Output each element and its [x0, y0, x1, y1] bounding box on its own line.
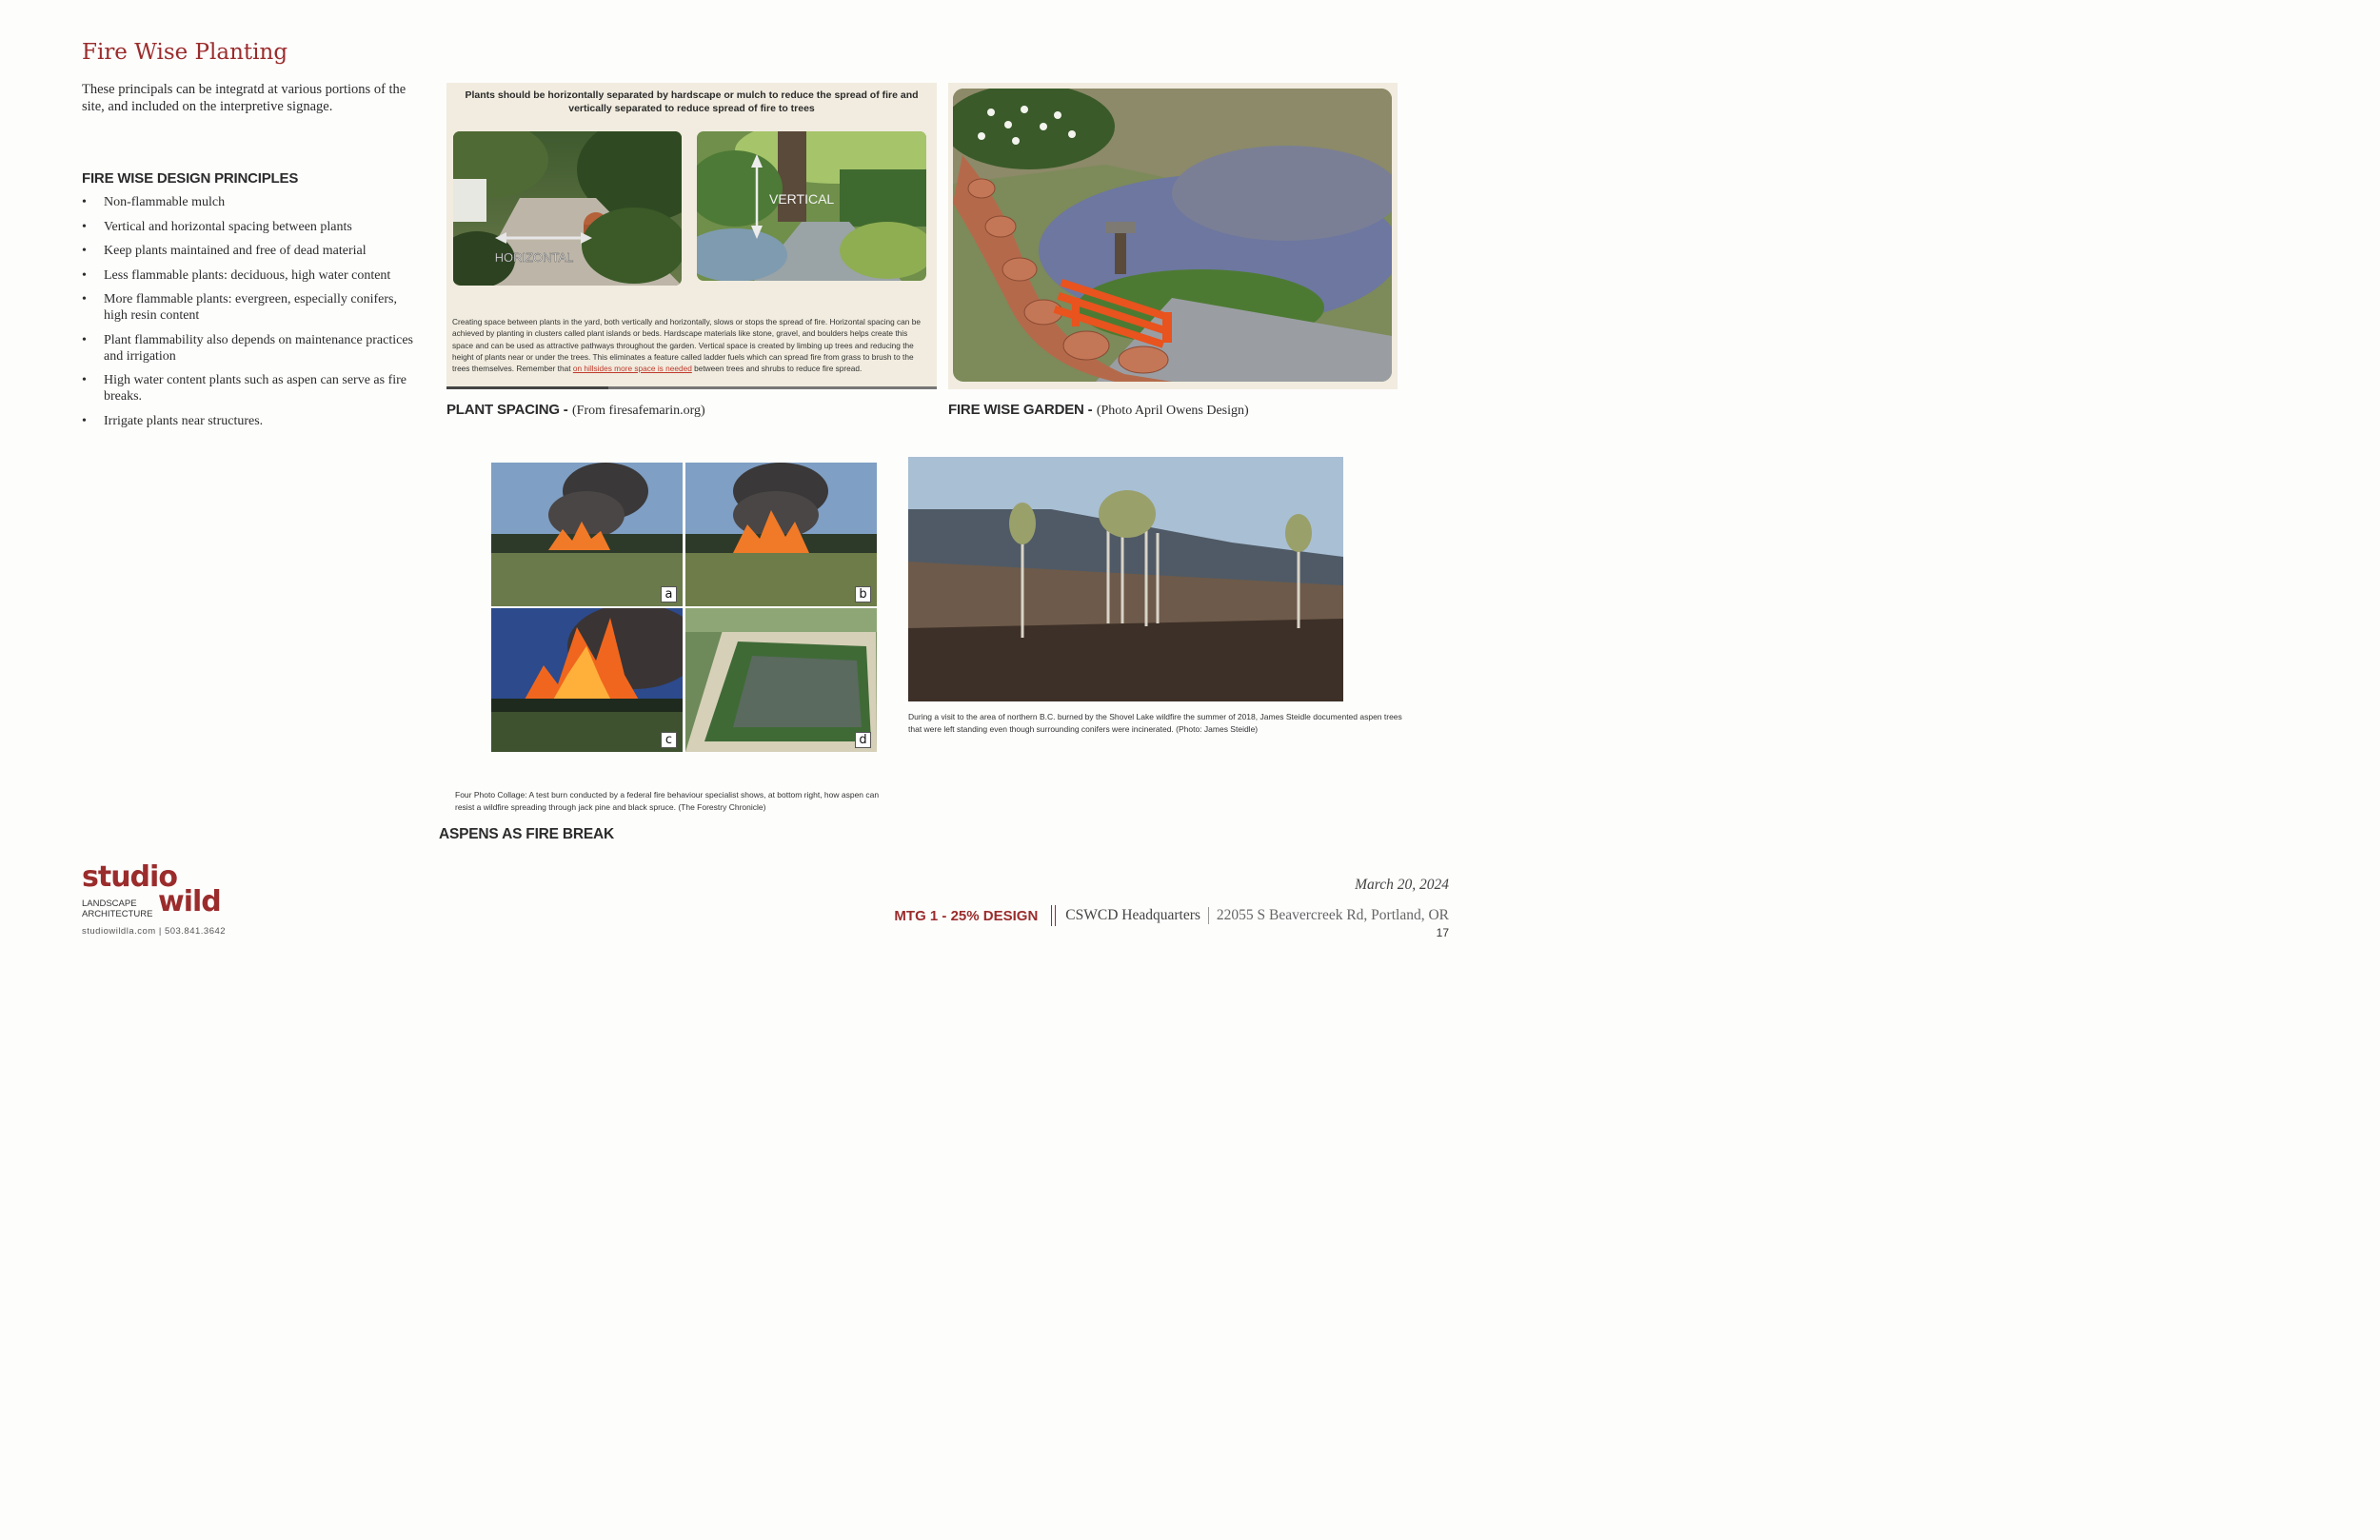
meeting-label: MTG 1 - 25% DESIGN — [894, 907, 1039, 924]
plant-spacing-panel — [446, 83, 937, 389]
logo-architecture: ARCHITECTURE — [82, 909, 153, 919]
collage-label-d: d — [855, 732, 871, 748]
collage-label-a: a — [661, 586, 677, 602]
collage-label-b: b — [855, 586, 871, 602]
collage-photo-a — [491, 463, 683, 606]
page-title: Fire Wise Planting — [82, 40, 288, 65]
vertical-spacing-photo — [697, 131, 926, 281]
aspen-photo — [908, 457, 1343, 701]
four-photo-collage — [491, 463, 877, 752]
fire-wise-garden-photo — [953, 89, 1392, 382]
collage-photo-d — [685, 608, 877, 752]
horizontal-spacing-photo — [453, 131, 682, 286]
list-item: • Keep plants maintained and free of dead material — [82, 243, 415, 259]
aspen-photo-caption: During a visit to the area of northern B.C. burned by the Shovel Lake wildfire the summer of 2018, James Steidle documented aspen trees that were left standing even though surrounding conifers were incinerated. (Photo: James Steidle) — [908, 712, 1402, 734]
divider — [1051, 905, 1056, 926]
list-item: • Less flammable plants: deciduous, high water content — [82, 267, 415, 284]
collage-photo-c — [491, 608, 683, 752]
plant-spacing-caption — [446, 402, 705, 419]
logo-wild: wild — [158, 885, 221, 918]
caption-title: PLANT SPACING - — [446, 402, 568, 418]
list-item: • More flammable plants: evergreen, especially conifers, high resin content — [82, 291, 415, 324]
horizontal-label: HORIZONTAL — [494, 250, 574, 265]
divider — [1208, 907, 1209, 924]
footer-date: March 20, 2024 — [1355, 877, 1449, 893]
list-item: • Vertical and horizontal spacing between plants — [82, 219, 415, 235]
logo-contact: studiowildla.com | 503.841.3642 — [82, 926, 227, 937]
aspens-heading: ASPENS AS FIRE BREAK — [439, 826, 615, 842]
project-name: CSWCD Headquarters — [1065, 907, 1200, 923]
plant-spacing-body — [452, 316, 927, 374]
hillside-link[interactable]: on hillsides more space is needed — [572, 364, 692, 374]
logo-landscape: LANDSCAPE — [82, 898, 137, 909]
caption-title: FIRE WISE GARDEN - — [948, 402, 1093, 418]
footer-project-line — [894, 905, 1449, 926]
collage-caption: Four Photo Collage: A test burn conducted by a federal fire behaviour specialist shows, at bottom right, how aspen can resist a wildfire spreading through jack pine and black spruce. (The Forestry Chronicle) — [455, 790, 880, 812]
fire-wise-garden-panel — [948, 83, 1398, 389]
list-item: • Plant flammability also depends on maintenance practices and irrigation — [82, 332, 415, 365]
list-item: • High water content plants such as aspen can serve as fire breaks. — [82, 372, 415, 405]
principles-heading: FIRE WISE DESIGN PRINCIPLES — [82, 170, 299, 187]
studio-wild-logo — [82, 860, 244, 942]
scroll-bar — [446, 386, 937, 389]
page-number: 17 — [1436, 926, 1449, 939]
caption-source: (From firesafemarin.org) — [572, 404, 705, 418]
collage-label-c: c — [661, 732, 677, 748]
vertical-label: VERTICAL — [769, 191, 835, 207]
plant-spacing-header: Plants should be horizontally separated by hardscape or mulch to reduce the spread of fire and vertically separated to reduce spread of fire to trees — [465, 89, 919, 114]
list-item: • Non-flammable mulch — [82, 194, 415, 210]
logo-studio: studio — [82, 860, 177, 894]
fire-wise-garden-caption — [948, 402, 1249, 419]
collage-photo-b — [685, 463, 877, 606]
caption-source: (Photo April Owens Design) — [1096, 404, 1249, 418]
list-item: • Irrigate plants near structures. — [82, 413, 415, 429]
intro-text: These principals can be integratd at various portions of the site, and included on the interpretive signage. — [82, 82, 407, 114]
body-text: Creating space between plants in the yard, both vertically and horizontally, slows or stops the spread of fire. Horizontal spacing can be achieved by planting in clusters called plant islands or beds. Hardscape materials like stone, gravel, and boulders helps create this space and can be used as attractive pathways throughout the garden. Vertical space is created by limbing up trees and reducing the height of plants near or under the trees. This eliminates a feature called ladder fuels which can spread fire from grass to brush to the trees themselves. Remember that — [452, 317, 921, 374]
body-text-end: between trees and shrubs to reduce fire spread. — [694, 364, 863, 374]
principles-list — [82, 194, 415, 437]
project-address: 22055 S Beavercreek Rd, Portland, OR — [1216, 907, 1449, 923]
